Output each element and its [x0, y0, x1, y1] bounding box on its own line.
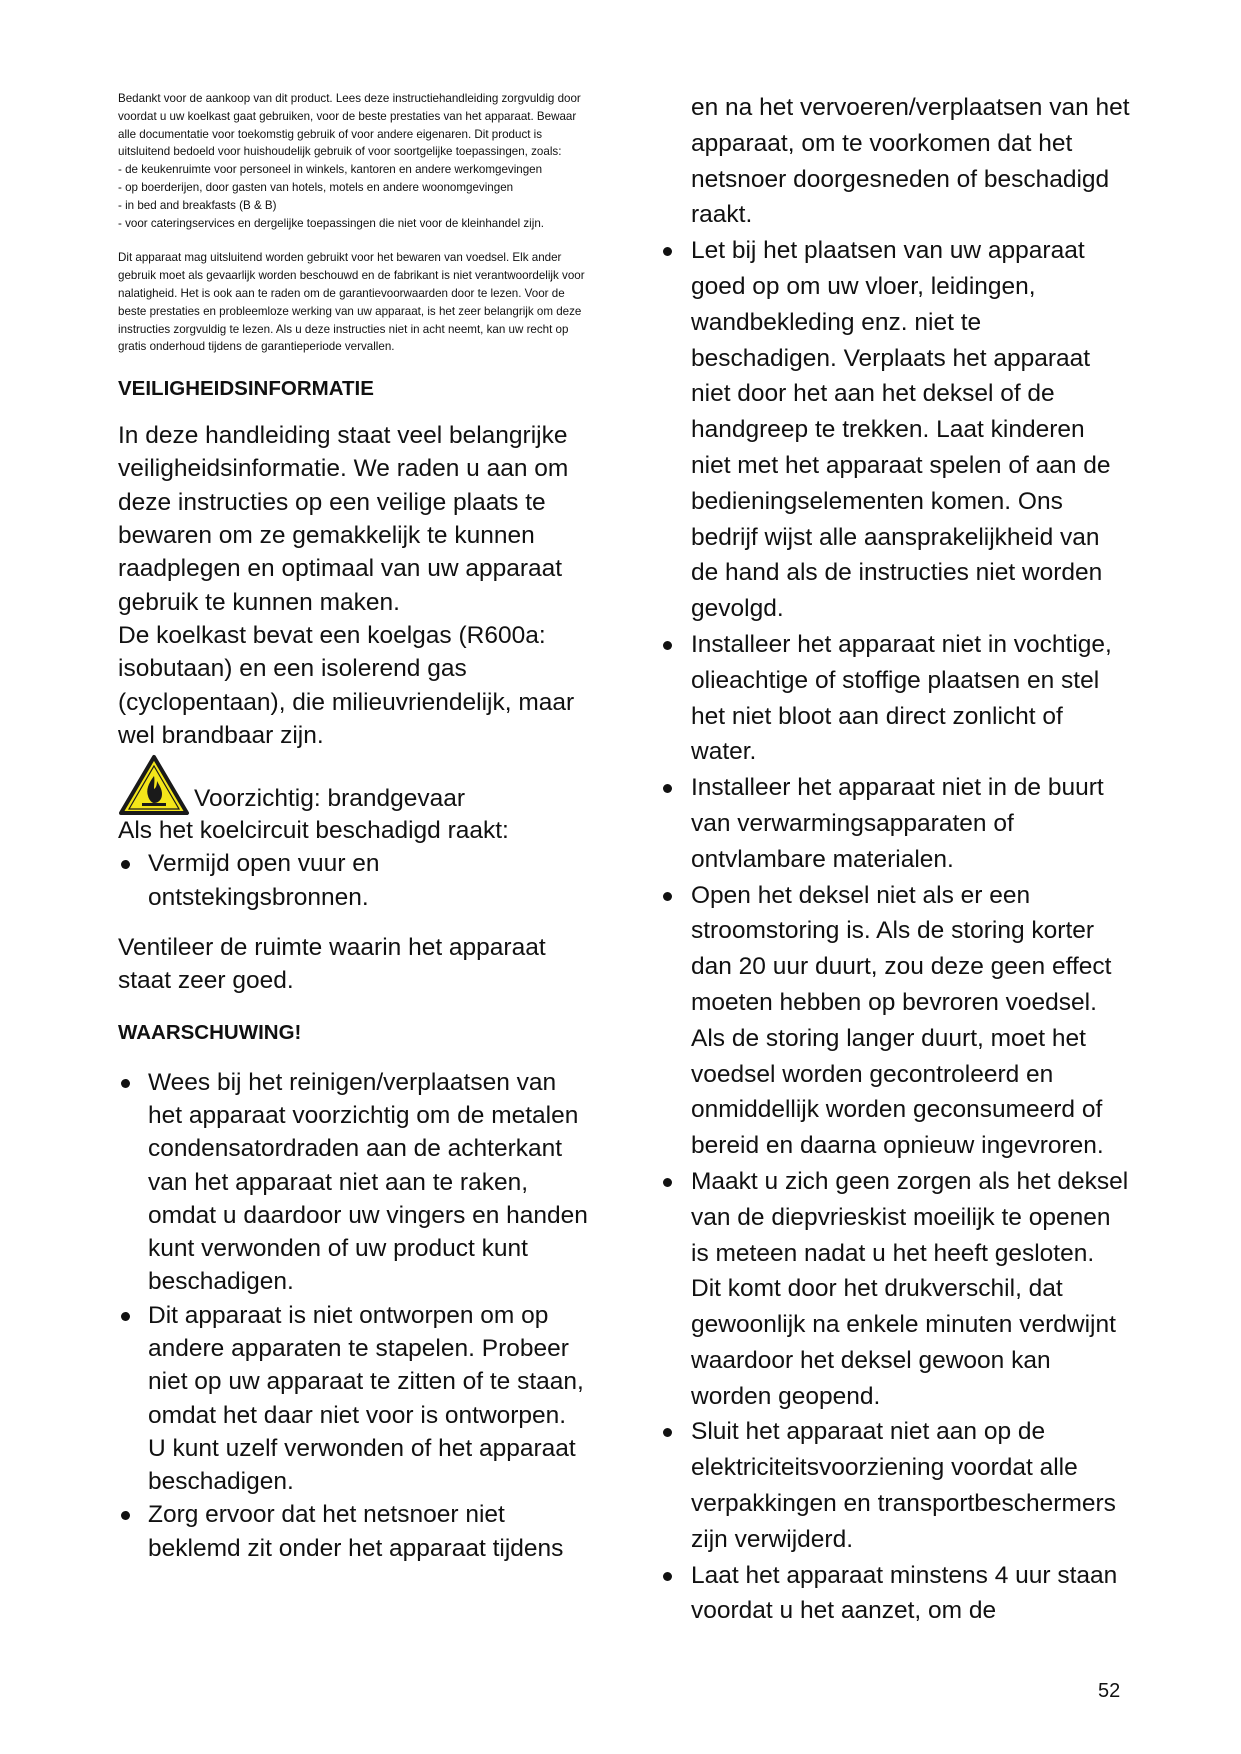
warning-bullet-list [118, 1066, 588, 1565]
intro-use-item: - voor cateringservices en dergelijke toepassingen die niet voor de kleinhandel zijn. [118, 216, 544, 230]
list-item: Wees bij het reinigen/verplaatsen van het apparaat voorzichtig om de metalen condensatordraden aan de achterkant van het apparaat niet aan te raken, omdat u daardoor uw vingers en handen kunt verwonden of uw product kunt beschadigen. [118, 1066, 588, 1299]
safety-heading: VEILIGHEIDSINFORMATIE [118, 377, 374, 401]
continued-text: en na het vervoeren/verplaatsen van het apparaat, om te voorkomen dat het netsnoer doorgesneden of beschadigd raakt. [691, 94, 1130, 229]
list-item: Dit apparaat is niet ontworpen om op andere apparaten te stapelen. Probeer niet op uw apparaat te zitten of te staan, omdat het daar niet voor is ontworpen. U kunt uzelf verwonden of het apparaat beschadigen. [118, 1299, 588, 1499]
flammable-warning-icon [118, 754, 190, 816]
warning-heading: WAARSCHUWING! [118, 1020, 302, 1044]
circuit-bullet-list [118, 847, 588, 914]
left-column [118, 90, 588, 1565]
ventilate-text: Ventileer de ruimte waarin het apparaat staat zeer goed. [118, 934, 546, 995]
right-column [660, 90, 1130, 1629]
damaged-circuit-text: Als het koelcircuit beschadigd raakt: [118, 817, 509, 845]
page-number: 52 [1098, 1680, 1121, 1702]
list-item: Zorg ervoor dat het netsnoer niet beklemd zit onder het apparaat tijdens [118, 1498, 588, 1565]
fire-warning-label: Voorzichtig: brandgevaar [194, 785, 466, 813]
list-item: Maakt u zich geen zorgen als het deksel van de diepvrieskist moeilijk te openen is meteen nadat u het heeft gesloten. Dit komt door het drukverschil, dat gewoonlijk na enkele minuten verdwijnt waardoor het deksel gewoon kan worden geopend. [660, 1164, 1130, 1415]
usage-block [118, 249, 588, 356]
list-item: Let bij het plaatsen van uw apparaat goed op om uw vloer, leidingen, wandbekleding enz. niet te beschadigen. Verplaats het apparaat niet door het aan het deksel of de handgreep te trekken. Laat kinderen niet met het apparaat spelen of aan de bedieningselementen komen. Ons bedrijf wijst alle aansprakelijkheid van de hand als de instructies niet worden gevolgd. [660, 233, 1130, 627]
intro-use-item: - op boerderijen, door gasten van hotels, motels en andere woonomgevingen [118, 180, 514, 194]
intro-use-item: - de keukenruimte voor personeel in winkels, kantoren en andere werkomgevingen [118, 163, 543, 177]
fire-warning-line [118, 754, 588, 814]
list-item: Vermijd open vuur en ontstekingsbronnen. [118, 847, 588, 914]
usage-paragraph: Dit apparaat mag uitsluitend worden gebruikt voor het bewaren van voedsel. Elk ander gebruik moet als gevaarlijk worden beschouwd en de fabrikant is niet verantwoordelijk voor nalatigheid. Het is ook aan te raden om de garantievoorwaarden door te lezen. Voor de beste prestaties en probleemloze werking van uw apparaat, is het zeer belangrijk om deze instructies zorgvuldig te lezen. Als u deze instructies niet in acht neemt, kan uw recht op gratis onderhoud tijdens de garantieperiode vervallen. [118, 251, 585, 354]
list-item: Installeer het apparaat niet in vochtige, olieachtige of stoffige plaatsen en stel het niet bloot aan direct zonlicht of water. [660, 627, 1130, 770]
safety-paragraph: In deze handleiding staat veel belangrijke veiligheidsinformatie. We raden u aan om deze instructies op een veilige plaats te bewaren om ze gemakkelijk te kunnen raadplegen en optimaal van uw apparaat gebruik te kunnen maken. [118, 422, 569, 616]
list-item: Sluit het apparaat niet aan op de elektriciteitsvoorziening voordat alle verpakkingen en transportbeschermers zijn verwijderd. [660, 1414, 1130, 1557]
list-item: Laat het apparaat minstens 4 uur staan voordat u het aanzet, om de [660, 1558, 1130, 1630]
intro-block [118, 90, 588, 232]
list-item: Open het deksel niet als er een stroomstoring is. Als de storing korter dan 20 uur duurt, zou deze geen effect moeten hebben op bevroren voedsel. Als de storing langer duurt, moet het voedsel worden gecontroleerd en onmiddellijk worden geconsumeerd of bereid en daarna opnieuw ingevroren. [660, 878, 1130, 1164]
warning-bullet-list-continued [660, 233, 1130, 1629]
list-item: Installeer het apparaat niet in de buurt van verwarmingsapparaten of ontvlambare materialen. [660, 770, 1130, 877]
intro-use-item: - in bed and breakfasts (B & B) [118, 198, 277, 212]
intro-paragraph: Bedankt voor de aankoop van dit product. Lees deze instructiehandleiding zorgvuldig door voordat u uw koelkast gaat gebruiken, voor de beste prestaties van het apparaat. Bewaar alle documentatie voor toekomstig gebruik of voor andere eigenaren. Dit product is uitsluitend bedoeld voor huishoudelijk gebruik of voor soortgelijke toepassingen, zoals: [118, 92, 581, 159]
gas-note: De koelkast bevat een koelgas (R600a: isobutaan) en een isolerend gas (cyclopentaan), die milieuvriendelijk, maar wel brandbaar zijn. [118, 621, 575, 749]
